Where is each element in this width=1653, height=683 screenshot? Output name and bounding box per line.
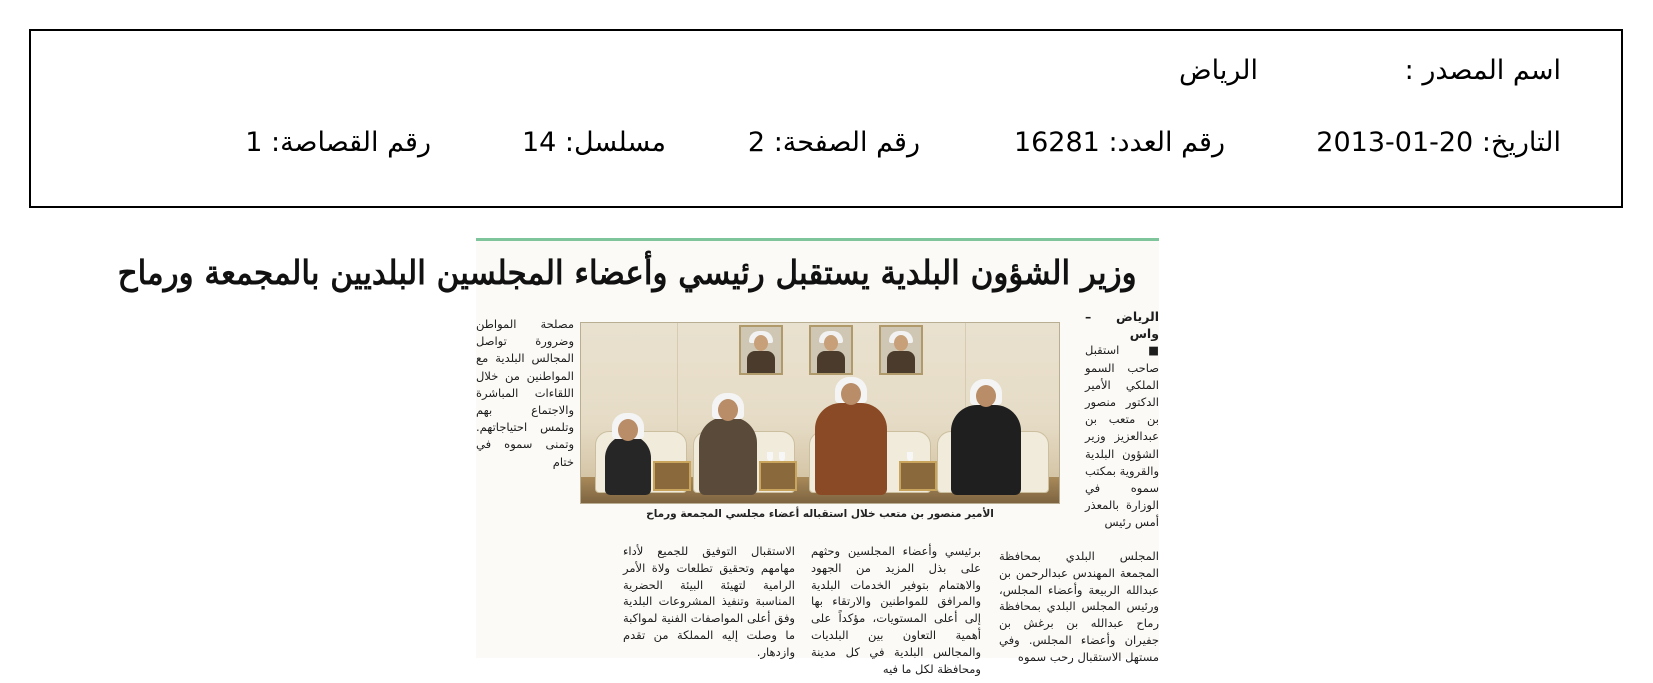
serial-number-field: مسلسل: 14 xyxy=(521,127,666,158)
article-column-right xyxy=(1085,308,1159,528)
clip-number-field: رقم القصاصة: 1 xyxy=(245,127,431,158)
person-figure xyxy=(815,369,887,495)
person-figure xyxy=(951,371,1021,495)
article-headline: وزير الشؤون البلدية يستقبل رئيسي وأعضاء المجلسين البلديين بالمجمعة ورماح xyxy=(117,253,1137,292)
date-field: التاريخ: 20-01-2013 xyxy=(1316,127,1561,158)
photo-caption: الأمير منصور بن متعب خلال استقباله أعضاء مجلسي المجمعة ورماح xyxy=(646,508,994,520)
portrait-frame xyxy=(879,325,923,375)
article-right-column-text: ■ استقبل صاحب السمو الملكي الأمير الدكتور منصور بن متعب بن عبدالعزيز وزير الشؤون البلدية والقروية بمكتب سموه في الوزارة بالمعذر أمس رئيس xyxy=(1085,343,1159,530)
person-figure xyxy=(699,383,757,495)
person-figure xyxy=(605,403,651,495)
clipping-metadata-box xyxy=(29,29,1623,208)
article-column-left: مصلحة المواطن وضرورة تواصل المجالس البلدية مع المواطنين من خلال اللقاءات المباشرة والاجتماع بهم وتلمس احتياجاتهم. وتمنى سموه في ختام xyxy=(476,317,574,469)
page-number-field: رقم الصفحة: 2 xyxy=(747,127,920,158)
article-bottom-column-1: المجلس البلدي بمحافظة المجمعة المهندس عبدالرحمن بن عبدالله الربيعة وأعضاء المجلس، ورئيس المجلس البلدي بمحافظة رماح عبدالله بن برغش بن جفيران وأعضاء المجلس. وفي مستهل الاستقبال رحب سموه xyxy=(999,549,1159,664)
portrait-frame xyxy=(809,325,853,375)
top-rule-divider xyxy=(476,238,1159,241)
article-bottom-column-2: برئيسي وأعضاء المجلسين وحثهم على بذل المزيد من الجهود والاهتمام بتوفير الخدمات البلدية والمرافق للمواطنين والارتقاء بها إلى أعلى المستويات، مؤكداً على أهمية التعاون بين البلديات والمجالس البلدية في كل مدينة ومحافظة لكل ما فيه xyxy=(811,544,981,676)
issue-number-field: رقم العدد: 16281 xyxy=(1013,127,1225,158)
article-photo xyxy=(580,322,1060,504)
article-bottom-column-3: الاستقبال التوفيق للجميع لأداء مهامهم وتحقيق تطلعات ولاة الأمر الرامية لتهيئة البيئة الحضرية المناسبة وتنفيذ المشروعات البلدية وفق أعلى المواصفات الفنية لمواكبة ما وصلت إليه المملكة من تقدم وازدهار. xyxy=(623,544,795,659)
portrait-frame xyxy=(739,325,783,375)
source-label: اسم المصدر : xyxy=(1404,55,1561,86)
article-byline: الرياض – واس xyxy=(1085,309,1159,342)
source-value: الرياض xyxy=(1178,55,1258,86)
newspaper-clipping xyxy=(117,238,1159,676)
